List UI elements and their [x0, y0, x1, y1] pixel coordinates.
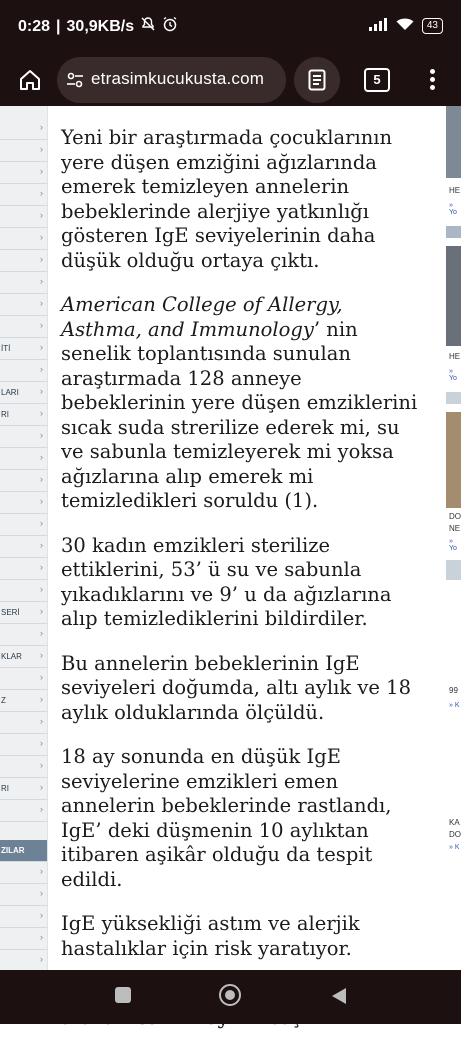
sidebar-item[interactable]: İTİ ›	[0, 338, 47, 360]
paragraph: IgE yüksekliği astım ve alerjik hastalıklar için risk yaratıyor.	[61, 912, 360, 960]
related-title[interactable]: 99	[449, 686, 458, 695]
sidebar-item[interactable]: RI ›	[0, 778, 47, 800]
chevron-right-icon: ›	[40, 408, 43, 418]
status-right	[368, 16, 443, 35]
chevron-right-icon: ›	[40, 694, 43, 704]
status-time: 0:28	[18, 17, 51, 35]
wifi-icon	[396, 16, 414, 35]
chevron-right-icon: ›	[40, 188, 43, 198]
sidebar-item[interactable]	[0, 756, 47, 778]
thumbnail-image[interactable]	[446, 412, 461, 508]
sidebar-item[interactable]: SERİ ›	[0, 602, 47, 624]
related-title[interactable]: HE	[449, 186, 461, 195]
chevron-right-icon: ›	[40, 760, 43, 770]
status-bar	[0, 0, 461, 56]
paragraph: 18 ay sonunda en düşük IgE seviyelerine emzikleri emen annelerin bebeklerinde rastlandı, IgE’ deki düşmenin 10 aylıktan itibaren aşikâr olduğu da tespit edildi.	[61, 745, 392, 891]
sidebar-item[interactable]	[0, 250, 47, 272]
thumbnail-image[interactable]	[446, 106, 461, 178]
chevron-right-icon: ›	[40, 738, 43, 748]
sidebar-item[interactable]: Z ›	[0, 690, 47, 712]
section-tab[interactable]	[446, 560, 461, 580]
home-icon	[18, 68, 42, 92]
sidebar-item[interactable]	[0, 712, 47, 734]
status-left	[18, 16, 178, 37]
chevron-right-icon: ›	[40, 474, 43, 484]
chevron-right-icon: ›	[40, 452, 43, 462]
chevron-right-icon: ›	[40, 954, 43, 964]
sidebar-item[interactable]	[0, 928, 47, 950]
chevron-right-icon: ›	[40, 866, 43, 876]
section-tab[interactable]	[446, 392, 461, 404]
status-separator: |	[56, 17, 61, 35]
related-link[interactable]: » K	[449, 844, 460, 851]
paragraph: American College of Allergy, Asthma, and Immunology’ nin senelik toplantısında sunulan araştırmada 128 anneye bebeklerinin yere düşen emziklerini sıcak suda strerilize ederek mi, su ve sabunla temizleyerek mi yoksa ağızlarına alıp emerek mi temizledikleri soruldu (1).	[61, 293, 418, 512]
nav-home-icon[interactable]	[219, 984, 241, 1006]
sidebar-item[interactable]	[0, 272, 47, 294]
chevron-right-icon: ›	[40, 910, 43, 920]
chevron-right-icon: ›	[40, 932, 43, 942]
chevron-right-icon: ›	[40, 210, 43, 220]
chevron-right-icon: ›	[40, 650, 43, 660]
chevron-right-icon: ›	[40, 298, 43, 308]
sidebar-item[interactable]	[0, 206, 47, 228]
sidebar-item[interactable]	[0, 184, 47, 206]
chevron-right-icon: ›	[40, 518, 43, 528]
alarm-icon	[162, 16, 178, 37]
right-sidebar	[442, 106, 461, 970]
sidebar-item[interactable]	[0, 906, 47, 928]
sidebar-item[interactable]	[0, 316, 47, 338]
sidebar-item[interactable]	[0, 492, 47, 514]
related-link[interactable]: » Yo	[449, 538, 457, 552]
sidebar-item[interactable]: RI ›	[0, 404, 47, 426]
related-title[interactable]: DO	[449, 512, 461, 521]
recents-icon[interactable]	[115, 987, 131, 1003]
sidebar-item[interactable]	[0, 558, 47, 580]
web-content	[0, 106, 461, 970]
network-speed: 30,9KB/s	[66, 17, 135, 35]
related-title[interactable]: DO	[449, 830, 461, 839]
sidebar-item[interactable]	[0, 580, 47, 602]
sidebar-item[interactable]	[0, 448, 47, 470]
sidebar-item[interactable]	[0, 950, 47, 972]
chevron-right-icon: ›	[40, 430, 43, 440]
left-sidebar	[0, 106, 48, 970]
signal-icon	[368, 16, 388, 35]
paragraph: Yeni bir araştırmada çocuklarının yere düşen emziğini ağızlarında emerek temizleyen annelerin bebeklerinde alerjiye yatkınlığı gösteren IgE seviyelerinin daha düşük olduğu ortaya çıktı.	[61, 126, 393, 272]
chevron-right-icon: ›	[40, 672, 43, 682]
battery-icon: 43	[422, 18, 443, 34]
chevron-right-icon: ›	[40, 496, 43, 506]
chevron-right-icon: ›	[40, 540, 43, 550]
sidebar-item[interactable]	[0, 800, 47, 822]
section-tab[interactable]	[446, 226, 461, 238]
chevron-right-icon: ›	[40, 628, 43, 638]
organization-name: American College of Allergy, Asthma, and Immunology	[61, 293, 343, 341]
sidebar-item[interactable]	[0, 862, 47, 884]
chevron-right-icon: ›	[40, 276, 43, 286]
chevron-right-icon: ›	[40, 342, 43, 352]
mute-icon	[140, 16, 156, 37]
chevron-right-icon: ›	[40, 606, 43, 616]
chevron-right-icon: ›	[40, 386, 43, 396]
sidebar-item[interactable]	[0, 734, 47, 756]
related-title[interactable]: KA	[449, 818, 460, 827]
chevron-right-icon: ›	[40, 716, 43, 726]
article-body	[61, 126, 427, 1050]
system-navigation-bar	[0, 970, 461, 1024]
sidebar-item[interactable]	[0, 470, 47, 492]
related-link[interactable]: » K	[449, 702, 460, 709]
chevron-right-icon: ›	[40, 254, 43, 264]
sidebar-item[interactable]	[0, 162, 47, 184]
sidebar-item[interactable]: LARI ›	[0, 382, 47, 404]
chevron-right-icon: ›	[40, 320, 43, 330]
chevron-right-icon: ›	[40, 584, 43, 594]
chevron-right-icon: ›	[40, 122, 43, 132]
more-vert-icon[interactable]	[424, 66, 440, 96]
related-title[interactable]: HE	[449, 352, 461, 361]
sidebar-item[interactable]	[0, 624, 47, 646]
paragraph: Bu annelerin bebeklerinin IgE seviyeleri doğumda, altı aylık ve 18 aylık olduklarında ölçüldü.	[61, 651, 411, 724]
related-link[interactable]: » Yo	[449, 368, 457, 382]
chevron-right-icon: ›	[40, 232, 43, 242]
sidebar-item[interactable]	[0, 884, 47, 906]
home-button[interactable]	[10, 60, 50, 100]
tabs-button[interactable]: 5	[364, 68, 390, 92]
thumbnail-image[interactable]	[446, 246, 461, 346]
related-link[interactable]: » Yo	[449, 202, 457, 216]
sidebar-section-header: ZILAR	[0, 840, 47, 862]
chevron-right-icon: ›	[40, 562, 43, 572]
reader-mode-icon	[308, 69, 326, 91]
paragraph: 30 kadın emzikleri sterilize ettiklerini, 53’ ü su ve sabunla yıkadıklarını ve 9’ u da ağızlarına alıp temizlediklerini bildirdiler.	[61, 533, 392, 630]
browser-toolbar	[0, 56, 461, 106]
chevron-right-icon: ›	[40, 144, 43, 154]
reader-mode-button[interactable]	[294, 57, 340, 103]
url-text: etrasimkucukusta.com	[91, 69, 265, 88]
sidebar-item[interactable]	[0, 360, 47, 382]
tune-icon[interactable]	[65, 70, 85, 94]
sidebar-item[interactable]	[0, 140, 47, 162]
chevron-right-icon: ›	[40, 166, 43, 176]
chevron-right-icon: ›	[40, 804, 43, 814]
sidebar-item[interactable]: KLAR ›	[0, 646, 47, 668]
chevron-right-icon: ›	[40, 888, 43, 898]
sidebar-item[interactable]	[0, 426, 47, 448]
sidebar-item[interactable]	[0, 118, 47, 140]
related-title[interactable]: NE	[449, 524, 461, 533]
sidebar-item[interactable]	[0, 668, 47, 690]
sidebar-item[interactable]	[0, 228, 47, 250]
sidebar-item[interactable]	[0, 294, 47, 316]
chevron-right-icon: ›	[40, 782, 43, 792]
chevron-right-icon: ›	[40, 364, 43, 374]
sidebar-item[interactable]	[0, 514, 47, 536]
nav-back-icon[interactable]	[330, 986, 348, 1010]
sidebar-item[interactable]	[0, 536, 47, 558]
url-bar[interactable]	[57, 57, 286, 103]
